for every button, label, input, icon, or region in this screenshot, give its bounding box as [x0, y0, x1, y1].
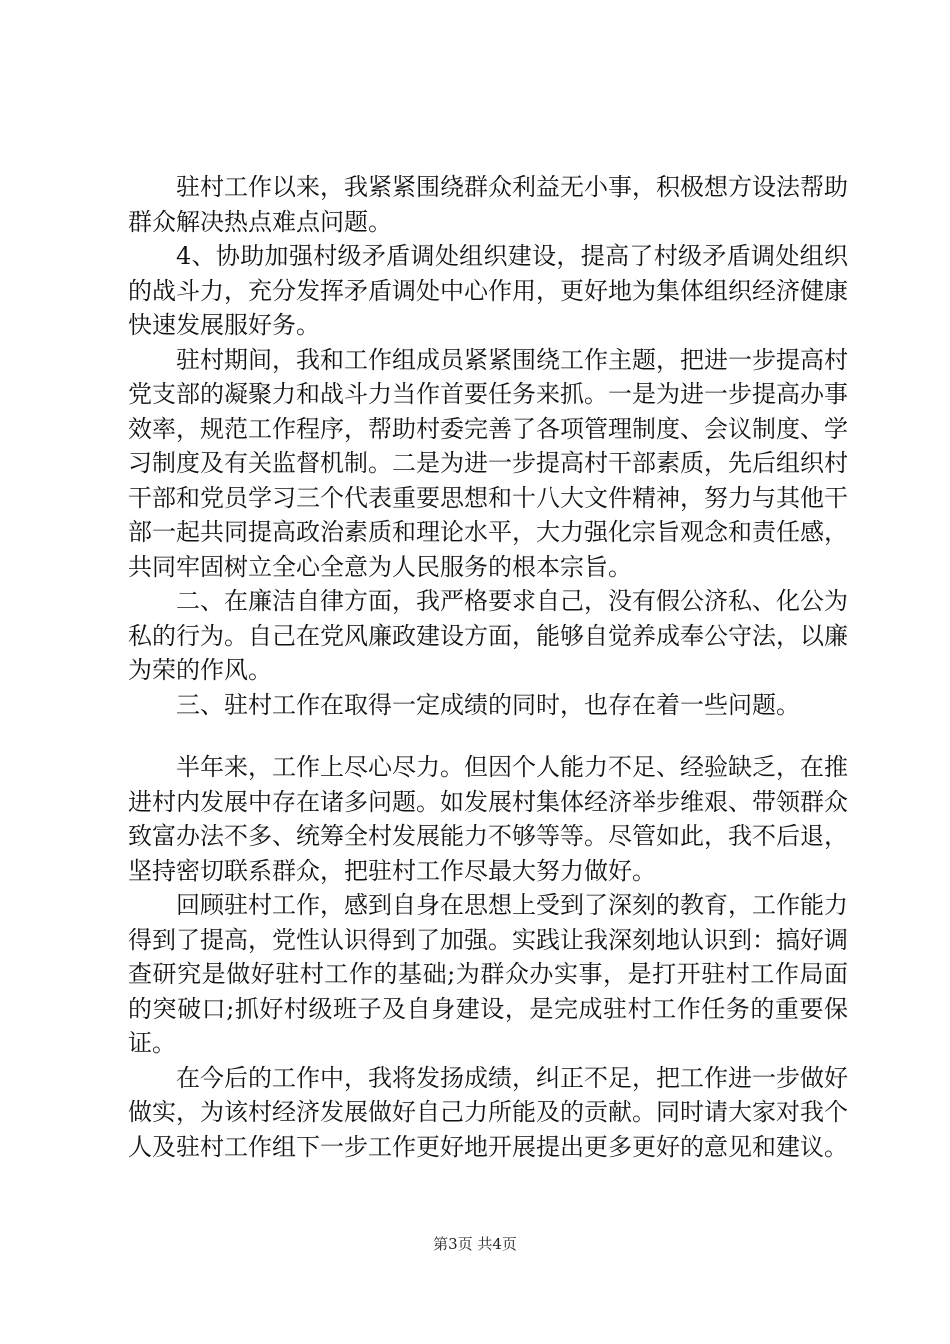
page-number: 第3页 共4页: [433, 1235, 517, 1253]
paragraph: 三、驻村工作在取得一定成绩的同时，也存在着一些问题。: [176, 690, 800, 719]
paragraph: 半年来，工作上尽心尽力。但因个人能力不足、经验缺乏，在推进村内发展中存在诸多问题。如发展村集体经济举步维艰、带领群众致富办法不多、统筹全村发展能力不够等等。尽管如此，我不后退，坚持密切联系群众，把驻村工作尽最大努力做好。: [128, 753, 848, 885]
paragraph: 在今后的工作中，我将发扬成绩，纠正不足，把工作进一步做好做实，为该村经济发展做好自己力所能及的贡献。同时请大家对我个人及驻村工作组下一步工作更好地开展提出更多更好的意见和建议。: [128, 1063, 848, 1161]
paragraph: 回顾驻村工作，感到自身在思想上受到了深刻的教育，工作能力得到了提高，党性认识得到了加强。实践让我深刻地认识到：搞好调查研究是做好驻村工作的基础;为群众办实事，是打开驻村工作局面的突破口;抓好村级班子及自身建设，是完成驻村工作任务的重要保证。: [128, 891, 848, 1057]
paragraph: 驻村工作以来，我紧紧围绕群众利益无小事，积极想方设法帮助群众解决热点难点问题。: [128, 173, 848, 236]
paragraph: 驻村期间，我和工作组成员紧紧围绕工作主题，把进一步提高村党支部的凝聚力和战斗力当作首要任务来抓。一是为进一步提高办事效率，规范工作程序，帮助村委完善了各项管理制度、会议制度、学习制度及有关监督机制。二是为进一步提高村干部素质，先后组织村干部和党员学习三个代表重要思想和十八大文件精神，努力与其他干部一起共同提高政治素质和理论水平，大力强化宗旨观念和责任感，共同牢固树立全心全意为人民服务的根本宗旨。: [128, 345, 848, 581]
paragraph: 二、在廉洁自律方面，我严格要求自己，没有假公济私、化公为私的行为。自己在党风廉政建设方面，能够自觉养成奉公守法，以廉为荣的作风。: [128, 587, 848, 684]
document-body: [128, 170, 848, 1164]
paragraph: 4、协助加强村级矛盾调处组织建设，提高了村级矛盾调处组织的战斗力，充分发挥矛盾调处中心作用，更好地为集体组织经济健康快速发展服好务。: [128, 242, 848, 339]
